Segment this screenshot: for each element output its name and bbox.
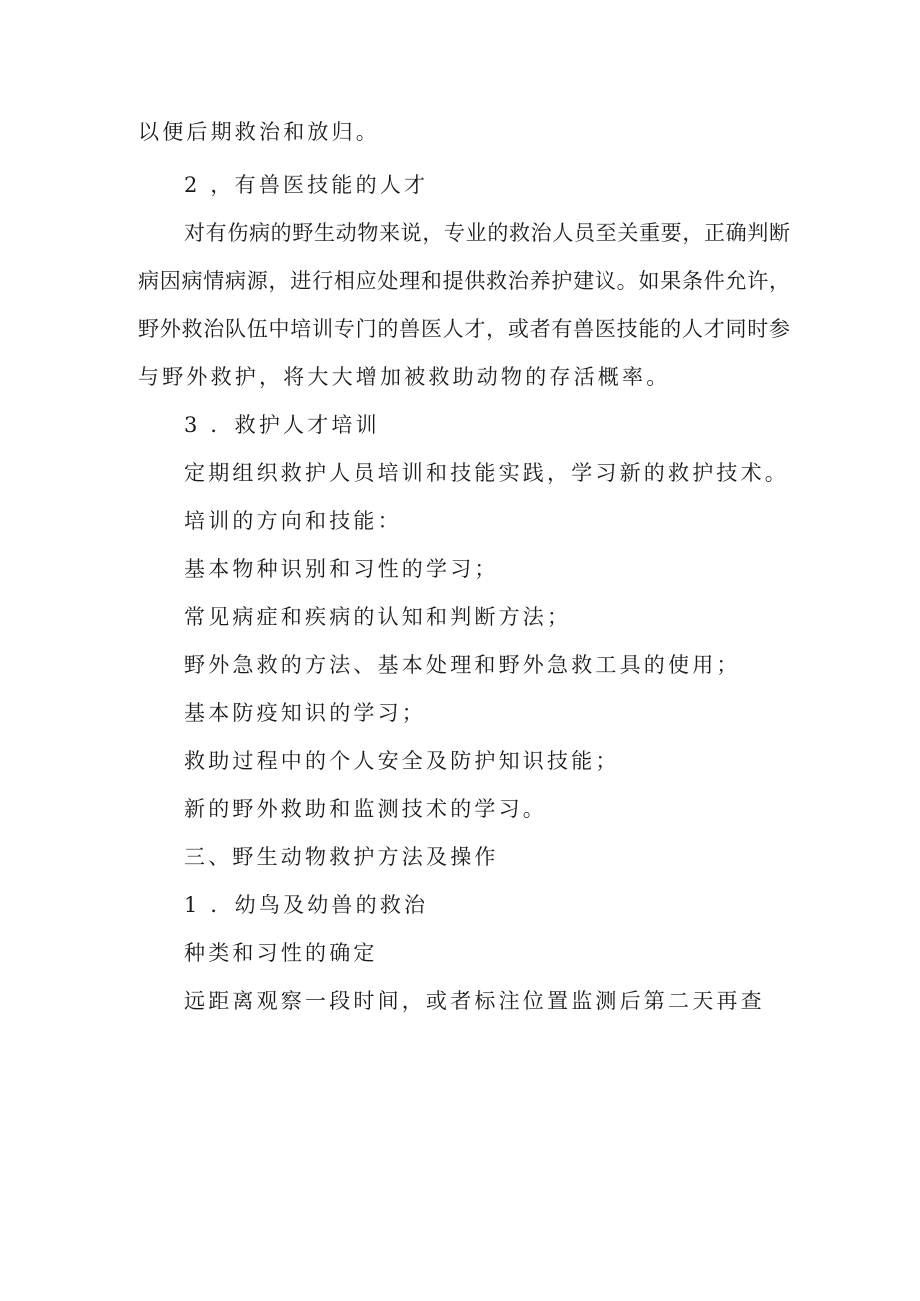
paragraph-line: 病因病情病源，进行相应处理和提供救治养护建议。如果条件允许， [138, 269, 790, 293]
paragraph-line: 定期组织救护人员培训和技能实践，学习新的救护技术。 [184, 461, 789, 485]
paragraph-continuation: 以便后期救治和放归。 [138, 120, 380, 144]
list-item: 新的野外救助和监测技术的学习。 [184, 797, 547, 821]
paragraph-line: 野外救治队伍中培训专门的兽医人才，或者有兽医技能的人才同时参 [138, 317, 790, 341]
section-heading-2: 2 ，有兽医技能的人才 [184, 173, 429, 197]
paragraph-line: 对有伤病的野生动物来说，专业的救治人员至关重要，正确判断 [184, 221, 790, 245]
chapter-heading: 三、野生动物救护方法及操作 [184, 845, 499, 869]
list-item: 基本防疫知识的学习； [184, 701, 426, 725]
list-item: 救助过程中的个人安全及防护知识技能； [184, 749, 620, 773]
list-intro: 培训的方向和技能： [184, 509, 402, 533]
paragraph-line: 与野外救护，将大大增加被救助动物的存活概率。 [138, 365, 671, 389]
list-item: 常见病症和疾病的认知和判断方法； [184, 605, 572, 629]
section-heading-3: 3 ．救护人才培训 [184, 413, 380, 437]
list-item: 野外急救的方法、基本处理和野外急救工具的使用； [184, 653, 741, 677]
section-heading-1: 1 ．幼鸟及幼兽的救治 [184, 893, 429, 917]
subsection-heading: 种类和习性的确定 [184, 941, 378, 965]
paragraph-line: 远距离观察一段时间，或者标注位置监测后第二天再查 [184, 989, 765, 1013]
list-item: 基本物种识别和习性的学习； [184, 557, 499, 581]
